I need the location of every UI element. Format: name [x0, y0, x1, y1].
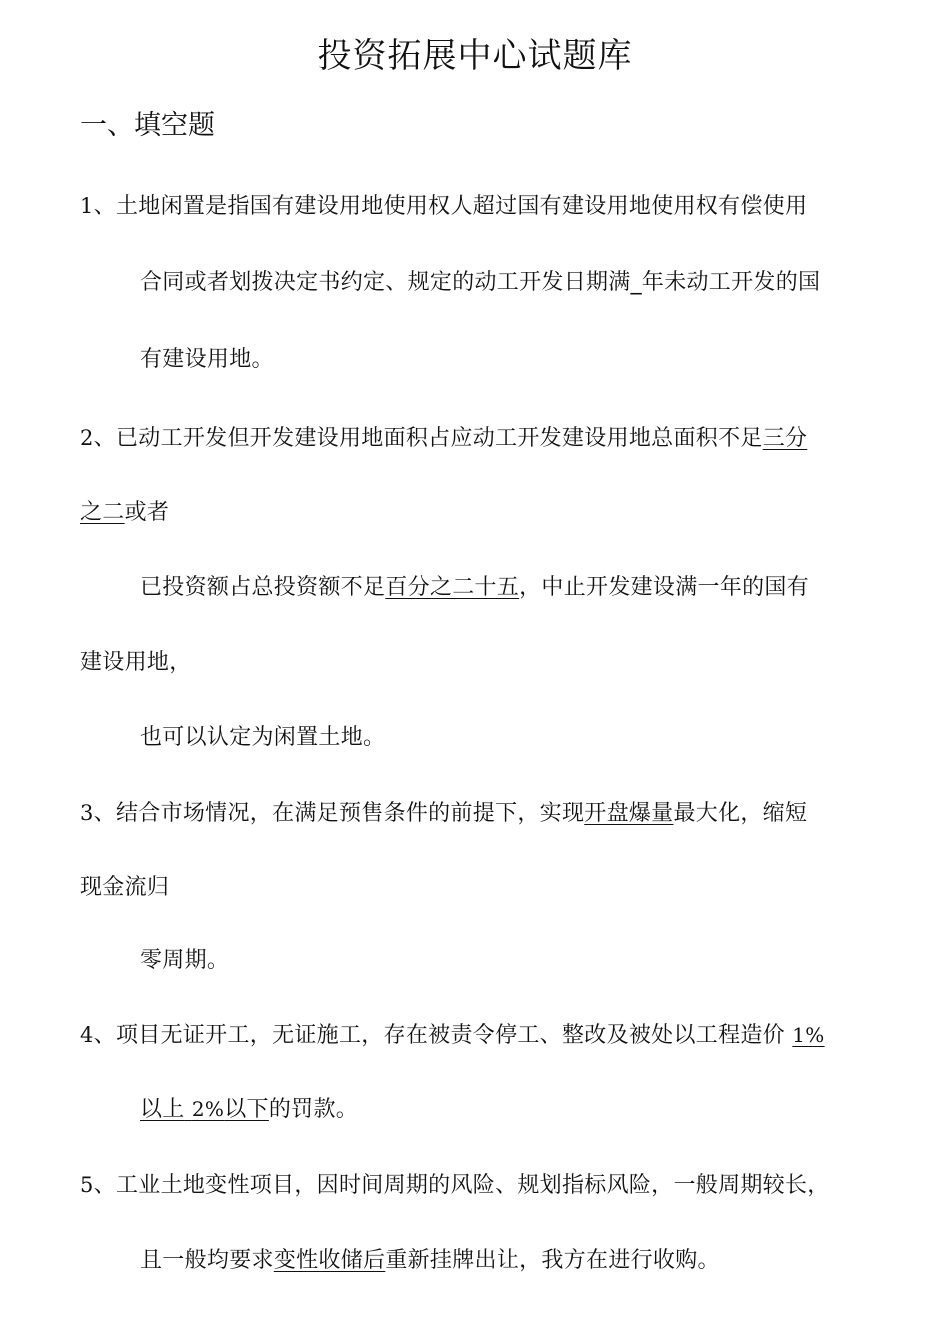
- question-3-line-1: [80, 797, 807, 830]
- question-5-line-2: [140, 1245, 720, 1277]
- question-3-line-3: 零周期。: [140, 948, 230, 973]
- answer-blank: 开盘爆量: [584, 801, 674, 826]
- section-heading: 一、填空题: [80, 110, 215, 141]
- question-text: 最大化，缩短: [673, 801, 808, 826]
- question-text: 或者: [124, 500, 170, 525]
- question-text: 、土地闲置是指国有建设用地使用权人超过国有建设用地使用权有偿使用: [93, 194, 808, 219]
- question-4-line-2: [140, 1093, 358, 1126]
- question-text: 已投资额占总投资额不足: [140, 575, 386, 600]
- question-number: 2: [80, 426, 94, 450]
- question-text: 、结合市场情况，在满足预售条件的前提下，实现: [93, 801, 585, 826]
- question-5-line-1: [80, 1169, 830, 1202]
- answer-blank: 之二: [80, 500, 125, 525]
- question-number: 3: [80, 801, 94, 825]
- question-number: 1: [80, 194, 94, 218]
- answer-blank: 百分之二十五: [385, 575, 520, 600]
- answer-blank: 1%: [792, 1023, 825, 1047]
- question-number: 5: [80, 1173, 94, 1197]
- question-2-line-3: [140, 572, 809, 604]
- question-2-line-5: 也可以认定为闲置土地。: [140, 725, 386, 750]
- question-2-line-2: [80, 497, 169, 529]
- question-text: 且一般均要求: [140, 1248, 274, 1273]
- answer-blank: 变性收储后: [273, 1248, 386, 1273]
- question-3-line-2: 现金流归: [80, 875, 170, 900]
- question-1-line-2: 合同或者划拨决定书约定、规定的动工开发日期满_年未动工开发的国: [140, 270, 821, 295]
- question-number: 4: [80, 1023, 94, 1047]
- answer-part: 以下: [224, 1097, 269, 1122]
- question-4-line-1: [80, 1019, 825, 1052]
- answer-part: 2%: [191, 1097, 225, 1121]
- question-2-line-4: 建设用地，: [80, 650, 192, 675]
- question-text: 、工业土地变性项目，因时间周期的风险、规划指标风险，一般周期较长，: [93, 1173, 830, 1198]
- question-text: ，中止开发建设满一年的国有: [519, 575, 810, 600]
- question-1-line-1: [80, 190, 807, 223]
- question-text: 、项目无证开工，无证施工，存在被责令停工、整改及被处以工程造价: [93, 1023, 785, 1048]
- question-text: 、已动工开发但开发建设用地面积占应动工开发建设用地总面积不足: [93, 426, 763, 451]
- document-title: 投资拓展中心试题库: [317, 36, 633, 76]
- answer-blank: 三分: [762, 426, 808, 451]
- question-text: 重新挂牌出让，我方在进行收购。: [385, 1248, 720, 1273]
- answer-part: 以上: [140, 1097, 185, 1122]
- question-2-line-1: [80, 422, 807, 455]
- question-text: 的罚款。: [268, 1097, 359, 1122]
- answer-blank: [140, 1097, 269, 1122]
- question-1-line-3: 有建设用地。: [140, 347, 274, 372]
